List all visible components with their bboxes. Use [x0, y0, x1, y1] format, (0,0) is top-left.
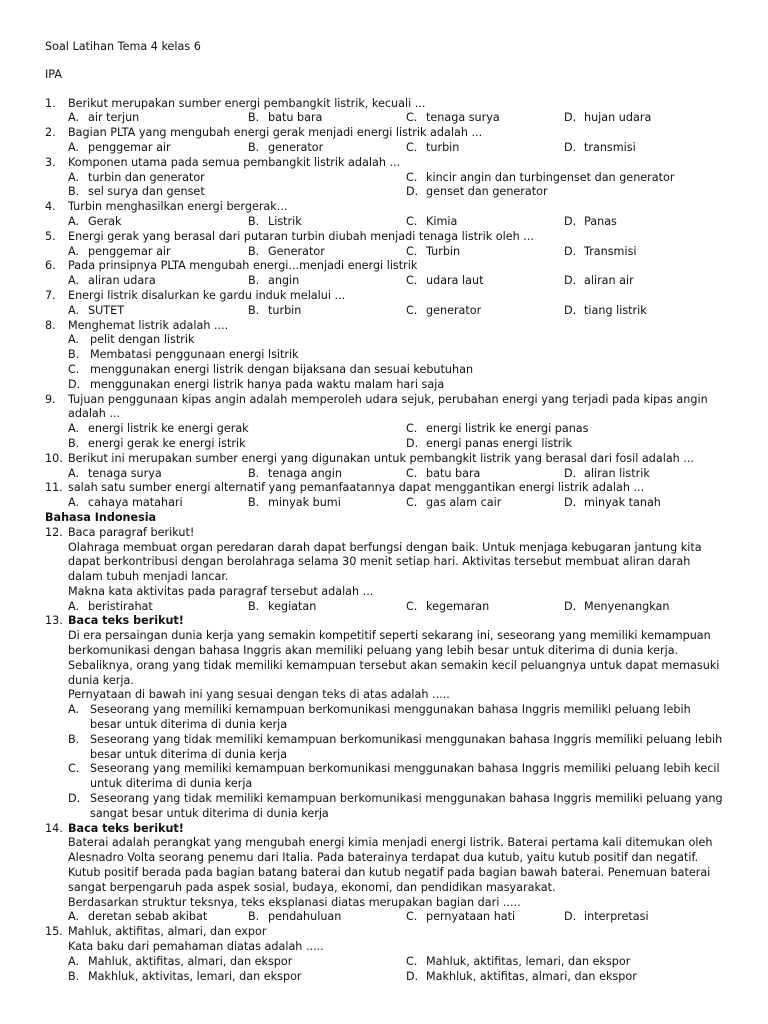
options-row	[68, 467, 768, 482]
question-text: Pada prinsipnya PLTA mengubah energi...menjadi energi listrik	[68, 259, 418, 273]
options-row	[68, 111, 768, 126]
option-b: B. tenaga angin	[248, 466, 342, 480]
option-b: B. batu bara	[248, 111, 323, 125]
option-d: D. Menyenangkan	[564, 599, 670, 613]
options-row	[68, 185, 768, 200]
options-row	[68, 141, 768, 156]
option-b: B. sel surya dan genset	[68, 185, 205, 199]
question-2: 2. Bagian PLTA yang mengubah energi gerak menjadi energi listrik adalah ...	[45, 126, 768, 141]
question-prompt: Makna kata aktivitas pada paragraf tersebut adalah ...	[68, 584, 374, 598]
option-d: D. Transmisi	[564, 244, 637, 258]
option-c: C. generator	[406, 303, 482, 317]
question-text: Menghemat listrik adalah ....	[68, 318, 229, 332]
option-c: C. Seseorang yang memiliki kemampuan berkomunikasi menggunakan bahasa Inggris memiliki peluang lebih kecil untuk diterima di dunia kerja	[68, 762, 720, 791]
options-row	[68, 910, 768, 925]
option-c: C. pernyataan hati	[406, 910, 516, 924]
option-a: A. pelit dengan listrik	[68, 333, 195, 347]
question-text: Baca paragraf berikut!	[68, 525, 195, 539]
option-d: D. aliran listrik	[564, 466, 650, 480]
option-a: A. Gerak	[68, 214, 122, 228]
question-text: Energi listrik disalurkan ke gardu induk melalui ...	[68, 288, 346, 302]
question-text: salah satu sumber energi alternatif yang pemanfaatannya dapat menggantikan energi listrik adalah ...	[68, 481, 645, 495]
question-text: Baca teks berikut!	[68, 614, 184, 628]
option-b: B. kegiatan	[248, 599, 317, 613]
option-a: A. penggemar air	[68, 244, 171, 258]
question-9: 9. Tujuan penggunaan kipas angin adalah memperoleh udara sejuk, perubahan energi yang terjadi pada kipas angin adalah ...	[45, 393, 768, 423]
option-a: A. SUTET	[68, 303, 125, 317]
option-b: B. Seseorang yang tidak memiliki kemampuan berkomunikasi menggunakan bahasa Inggris memiliki peluang lebih besar untuk diterima di dunia kerja	[68, 732, 723, 761]
option-b: B. Generator	[248, 244, 325, 258]
option-c: C. batu bara	[406, 466, 481, 480]
section-heading-ipa: IPA	[45, 67, 62, 81]
option-a: A. turbin dan generator	[68, 170, 205, 184]
question-3: 3. Komponen utama pada semua pembangkit listrik adalah ...	[45, 156, 768, 171]
options-row	[68, 437, 768, 452]
question-text: Baca teks berikut!	[68, 821, 184, 835]
question-13: 13. Baca teks berikut!	[45, 614, 768, 629]
option-d: D. hujan udara	[564, 111, 652, 125]
question-text: Mahluk, aktifitas, almari, dan expor	[68, 925, 267, 939]
option-b: B. Makhluk, aktivitas, lemari, dan ekspor	[68, 969, 302, 983]
option-c: C. kegemaran	[406, 599, 490, 613]
options-row	[68, 955, 768, 970]
option-c: C. menggunakan energi listrik dengan bijaksana dan sesuai kebutuhan	[68, 362, 474, 376]
option-b: B. generator	[248, 140, 324, 154]
option-c: C. udara laut	[406, 274, 484, 288]
option-d: D. Makhluk, aktifitas, almari, dan ekspor	[406, 969, 637, 983]
document-title: Soal Latihan Tema 4 kelas 6	[45, 40, 201, 53]
option-b: B. turbin	[248, 303, 302, 317]
option-b: B. Listrik	[248, 214, 302, 228]
option-b: B. Membatasi penggunaan energi lsitrik	[68, 348, 299, 362]
reading-passage: Di era persaingan dunia kerja yang semakin kompetitif seperti sekarang ini, seseorang yang memiliki kemampuan berkomunikasi dengan bahasa Inggris akan memiliki peluang yang lebih besar untuk diterima di dunia kerja. Sebaliknya, orang yang tidak memiliki kemampuan tersebut akan semakin kecil peluangnya untuk dapat memasuki dunia kerja.	[68, 629, 720, 687]
option-d: D. Seseorang yang tidak memiliki kemampuan berkomunikasi menggunakan bahasa Inggris memiliki peluang yang sangat besar untuk diterima di dunia kerja	[68, 792, 723, 820]
option-d: D. aliran air	[564, 274, 634, 288]
options-row	[68, 215, 768, 230]
option-a: A. deretan sebab akibat	[68, 910, 208, 924]
option-a: A. Seseorang yang memiliki kemampuan berkomunikasi menggunakan bahasa Inggris memiliki peluang lebih besar untuk diterima di dunia kerja	[68, 703, 691, 732]
question-text: Berikut ini merupakan sumber energi yang digunakan untuk pembangkit listrik yang berasal dari fosil adalah ...	[68, 451, 694, 465]
option-c: C. gas alam cair	[406, 496, 502, 510]
option-d: D. genset dan generator	[406, 185, 548, 199]
option-b: B. angin	[248, 274, 300, 288]
question-8: 8. Menghemat listrik adalah ....	[45, 319, 768, 334]
option-c: C. Kimia	[406, 214, 458, 228]
options-row	[68, 600, 768, 615]
options-list	[68, 703, 768, 821]
options-list	[68, 333, 768, 392]
option-c: C. tenaga surya	[406, 111, 500, 125]
question-text: Bagian PLTA yang mengubah energi gerak menjadi energi listrik adalah ...	[68, 126, 483, 140]
option-a: A. beristirahat	[68, 599, 153, 613]
options-row	[68, 245, 768, 260]
options-row	[68, 422, 768, 437]
option-d: D. tiang listrik	[564, 303, 647, 317]
question-4: 4. Turbin menghasilkan energi bergerak...	[45, 200, 768, 215]
question-7: 7. Energi listrik disalurkan ke gardu induk melalui ...	[45, 289, 768, 304]
question-11: 11. salah satu sumber energi alternatif yang pemanfaatannya dapat menggantikan energi listrik adalah ...	[45, 481, 768, 496]
option-a: A. cahaya matahari	[68, 496, 183, 510]
question-text: Tujuan penggunaan kipas angin adalah memperoleh udara sejuk, perubahan energi yang terjadi pada kipas angin adalah ...	[68, 392, 708, 421]
option-d: D. Panas	[564, 214, 617, 228]
option-a: A. tenaga surya	[68, 466, 162, 480]
question-14: 14. Baca teks berikut!	[45, 822, 768, 837]
question-15: 15. Mahluk, aktifitas, almari, dan expor	[45, 925, 768, 940]
option-a: A. penggemar air	[68, 140, 171, 154]
option-c: C. Mahluk, aktifitas, lemari, dan ekspor	[406, 954, 631, 968]
option-d: D. transmisi	[564, 140, 636, 154]
question-10: 10. Berikut ini merupakan sumber energi yang digunakan untuk pembangkit listrik yang berasal dari fosil adalah ...	[45, 452, 768, 467]
question-text: Komponen utama pada semua pembangkit listrik adalah ...	[68, 155, 401, 169]
option-c: C. energi listrik ke energi panas	[406, 422, 589, 436]
question-1: 1. Berikut merupakan sumber energi pembangkit listrik, kecuali ...	[45, 97, 768, 112]
reading-passage: Baterai adalah perangkat yang mengubah energi kimia menjadi energi listrik. Baterai pertama kali ditemukan oleh Alesnadro Volta seorang penemu dari Italia. Pada baterainya terdapat dua kutub, yaitu kutub positif dan negatif. Kutub positif berada pada bagian batang baterai dan kutub negatif pada bagian bawah baterai. Penemuan baterai sangat berpengaruh pada aspek sosial, budaya, ekonomi, dan pendidikan masyarakat.	[68, 836, 713, 894]
option-c: C. kincir angin dan turbingenset dan generator	[406, 170, 675, 184]
question-prompt: Berdasarkan struktur teksnya, teks eksplanasi diatas merupakan bagian dari .....	[68, 895, 521, 909]
option-a: A. Mahluk, aktifitas, almari, dan ekspor	[68, 954, 293, 968]
question-12: 12. Baca paragraf berikut!	[45, 526, 768, 541]
question-prompt: Kata baku dari pemahaman diatas adalah .....	[68, 940, 324, 954]
option-c: C. turbin	[406, 140, 460, 154]
options-row	[68, 274, 768, 289]
question-6: 6. Pada prinsipnya PLTA mengubah energi...menjadi energi listrik	[45, 259, 768, 274]
option-b: B. pendahuluan	[248, 910, 342, 924]
option-d: D. energi panas energi listrik	[406, 436, 572, 450]
question-prompt: Pernyataan di bawah ini yang sesuai dengan teks di atas adalah .....	[68, 688, 450, 702]
option-c: C. Turbin	[406, 244, 461, 258]
question-5: 5. Energi gerak yang berasal dari putaran turbin diubah menjadi tenaga listrik oleh ...	[45, 230, 768, 245]
question-text: Turbin menghasilkan energi bergerak...	[68, 200, 288, 214]
option-a: A. aliran udara	[68, 274, 156, 288]
reading-passage: Olahraga membuat organ peredaran darah dapat berfungsi dengan baik. Untuk menjaga kebugaran jantung kita dapat berkontribusi dengan berolahraga selama 30 menit setiap hari. Aktivitas tersebut membuat aliran darah dalam tubuh menjadi lancar.	[68, 540, 702, 584]
question-text: Energi gerak yang berasal dari putaran turbin diubah menjadi tenaga listrik oleh ...	[68, 229, 534, 243]
option-d: D. interpretasi	[564, 910, 649, 924]
option-b: B. energi gerak ke energi istrik	[68, 436, 246, 450]
question-text: Berikut merupakan sumber energi pembangkit listrik, kecuali ...	[68, 96, 426, 110]
option-a: A. energi listrik ke energi gerak	[68, 422, 249, 436]
option-b: B. minyak bumi	[248, 496, 341, 510]
option-d: D. minyak tanah	[564, 496, 661, 510]
options-row	[68, 171, 768, 186]
section-heading-bahasa-indonesia: Bahasa Indonesia	[45, 510, 157, 524]
options-row	[68, 970, 768, 985]
options-row	[68, 304, 768, 319]
options-row	[68, 496, 768, 511]
option-d: D. menggunakan energi listrik hanya pada waktu malam hari saja	[68, 377, 445, 391]
option-a: A. air terjun	[68, 111, 140, 125]
